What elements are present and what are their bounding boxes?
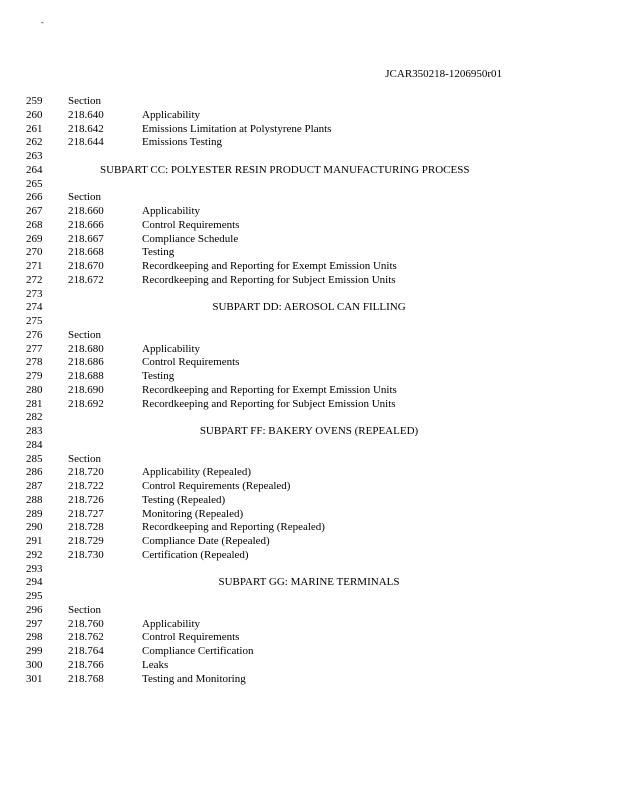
line-number: 301 [26, 672, 43, 685]
section-number: 218.640 [68, 108, 104, 121]
line-number: 274 [26, 301, 43, 314]
line-row [0, 618, 618, 632]
section-number: 218.726 [68, 493, 104, 506]
section-number: 218.672 [68, 273, 104, 286]
section-number: 218.760 [68, 617, 104, 630]
section-number: 218.722 [68, 480, 104, 492]
section-title: Control Requirements [142, 356, 240, 369]
line-number: 293 [26, 562, 43, 575]
section-number: Section [68, 452, 101, 465]
section-title: Emissions Testing [142, 136, 223, 149]
line-number: 288 [26, 493, 43, 506]
section-number: 218.670 [68, 260, 104, 272]
section-title: Compliance Certification [142, 645, 254, 657]
section-number: 218.667 [68, 232, 104, 245]
section-title: Leaks [142, 658, 169, 671]
line-row [0, 535, 618, 549]
line-row [0, 356, 618, 370]
line-row [0, 301, 618, 315]
section-title: Recordkeeping and Reporting for Exempt Emission Units [142, 383, 397, 396]
line-number: 259 [26, 95, 43, 107]
line-number: 268 [26, 218, 43, 231]
line-row [0, 645, 618, 659]
section-number: 218.692 [68, 397, 104, 410]
line-row [0, 659, 618, 673]
line-number: 276 [26, 328, 43, 341]
line-number: 292 [26, 548, 43, 561]
line-number: 289 [26, 507, 43, 520]
line-row [0, 205, 618, 219]
line-number: 298 [26, 631, 43, 644]
section-number: 218.680 [68, 342, 104, 355]
line-row [0, 343, 618, 357]
section-title: Recordkeeping and Reporting for Subject Emission Units [142, 273, 396, 286]
line-row [0, 384, 618, 398]
line-number: 263 [26, 150, 43, 162]
section-title: Applicability [142, 205, 201, 217]
line-row [0, 411, 618, 425]
section-number: 218.768 [68, 672, 104, 685]
section-title: Control Requirements [142, 218, 240, 231]
subpart-heading: SUBPART FF: BAKERY OVENS (REPEALED) [199, 425, 419, 437]
section-number: Section [68, 328, 101, 341]
line-number: 273 [26, 287, 43, 300]
line-number: 282 [26, 411, 43, 424]
line-number: 297 [26, 617, 43, 630]
section-number: 218.644 [68, 136, 104, 149]
line-number: 264 [26, 163, 43, 176]
section-number: 218.729 [68, 535, 104, 547]
section-number: 218.642 [68, 122, 104, 135]
corner-mark: - [41, 18, 44, 27]
line-number: 284 [26, 438, 43, 451]
line-row [0, 260, 618, 274]
numbered-lines [0, 95, 618, 686]
line-row [0, 398, 618, 412]
section-title: Certification (Repealed) [142, 548, 249, 561]
line-number: 290 [26, 521, 43, 534]
section-title: Compliance Schedule [142, 232, 239, 245]
line-number: 275 [26, 315, 43, 327]
section-number: 218.730 [68, 548, 104, 561]
section-title: Testing and Monitoring [142, 672, 246, 685]
line-number: 270 [26, 246, 43, 259]
line-number: 291 [26, 535, 43, 547]
subpart-heading: SUBPART GG: MARINE TERMINALS [218, 576, 400, 589]
line-row [0, 219, 618, 233]
line-number: 277 [26, 342, 43, 355]
line-row [0, 673, 618, 687]
line-row [0, 466, 618, 480]
line-row [0, 439, 618, 453]
line-number: 260 [26, 108, 43, 121]
section-title: Applicability [142, 617, 201, 630]
line-number: 272 [26, 273, 43, 286]
section-number: 218.688 [68, 370, 104, 382]
line-row [0, 123, 618, 137]
section-number: 218.766 [68, 658, 104, 671]
line-row [0, 191, 618, 205]
section-number: Section [68, 191, 101, 204]
section-title: Testing [142, 370, 175, 382]
line-number: 287 [26, 480, 43, 492]
section-title: Compliance Date (Repealed) [142, 535, 270, 547]
line-number: 296 [26, 603, 43, 616]
line-row [0, 453, 618, 467]
section-title: Testing (Repealed) [142, 493, 226, 506]
document-id: JCAR350218-1206950r01 [385, 68, 502, 80]
line-row [0, 521, 618, 535]
line-number: 295 [26, 590, 43, 602]
section-title: Recordkeeping and Reporting (Repealed) [142, 521, 325, 534]
line-row [0, 178, 618, 192]
section-number: Section [68, 95, 101, 107]
section-number: 218.666 [68, 218, 104, 231]
line-row [0, 95, 618, 109]
line-row [0, 508, 618, 522]
line-row [0, 494, 618, 508]
line-row [0, 563, 618, 577]
line-row [0, 136, 618, 150]
line-number: 266 [26, 191, 43, 204]
subpart-heading: SUBPART CC: POLYESTER RESIN PRODUCT MANUFACTURING PROCESS [100, 163, 470, 176]
line-row [0, 425, 618, 439]
line-number: 262 [26, 136, 43, 149]
line-number: 265 [26, 177, 43, 190]
line-number: 285 [26, 452, 43, 465]
line-row [0, 246, 618, 260]
section-number: 218.720 [68, 466, 104, 479]
line-number: 280 [26, 383, 43, 396]
line-number: 300 [26, 658, 43, 671]
line-row [0, 150, 618, 164]
subpart-heading: SUBPART DD: AEROSOL CAN FILLING [212, 301, 406, 314]
line-number: 283 [26, 425, 43, 437]
line-number: 267 [26, 205, 43, 217]
section-title: Recordkeeping and Reporting for Subject Emission Units [142, 397, 396, 410]
line-row [0, 315, 618, 329]
section-title: Applicability [142, 108, 201, 121]
line-row [0, 480, 618, 494]
section-number: 218.690 [68, 383, 104, 396]
line-row [0, 329, 618, 343]
line-number: 294 [26, 576, 43, 589]
line-row [0, 549, 618, 563]
section-title: Emissions Limitation at Polystyrene Plants [142, 122, 332, 135]
section-number: 218.668 [68, 246, 104, 259]
section-title: Applicability [142, 342, 201, 355]
line-row [0, 109, 618, 123]
line-row [0, 604, 618, 618]
section-number: 218.764 [68, 645, 104, 657]
line-row [0, 631, 618, 645]
line-row [0, 590, 618, 604]
section-number: Section [68, 603, 101, 616]
section-number: 218.686 [68, 356, 104, 369]
section-number: 218.728 [68, 521, 104, 534]
section-number: 218.762 [68, 631, 104, 644]
line-number: 279 [26, 370, 43, 382]
line-number: 269 [26, 232, 43, 245]
line-row [0, 233, 618, 247]
line-number: 281 [26, 397, 43, 410]
line-row [0, 288, 618, 302]
section-title: Applicability (Repealed) [142, 466, 252, 479]
line-number: 286 [26, 466, 43, 479]
section-title: Control Requirements [142, 631, 240, 644]
section-number: 218.727 [68, 507, 104, 520]
section-title: Recordkeeping and Reporting for Exempt Emission Units [142, 260, 397, 272]
section-title: Monitoring (Repealed) [142, 507, 244, 520]
line-number: 278 [26, 356, 43, 369]
section-title: Control Requirements (Repealed) [142, 480, 291, 492]
line-number: 299 [26, 645, 43, 657]
line-number: 271 [26, 260, 43, 272]
line-row [0, 370, 618, 384]
section-title: Testing [142, 246, 175, 259]
line-row [0, 274, 618, 288]
section-number: 218.660 [68, 205, 104, 217]
line-row [0, 576, 618, 590]
line-row [0, 164, 618, 178]
line-number: 261 [26, 122, 43, 135]
